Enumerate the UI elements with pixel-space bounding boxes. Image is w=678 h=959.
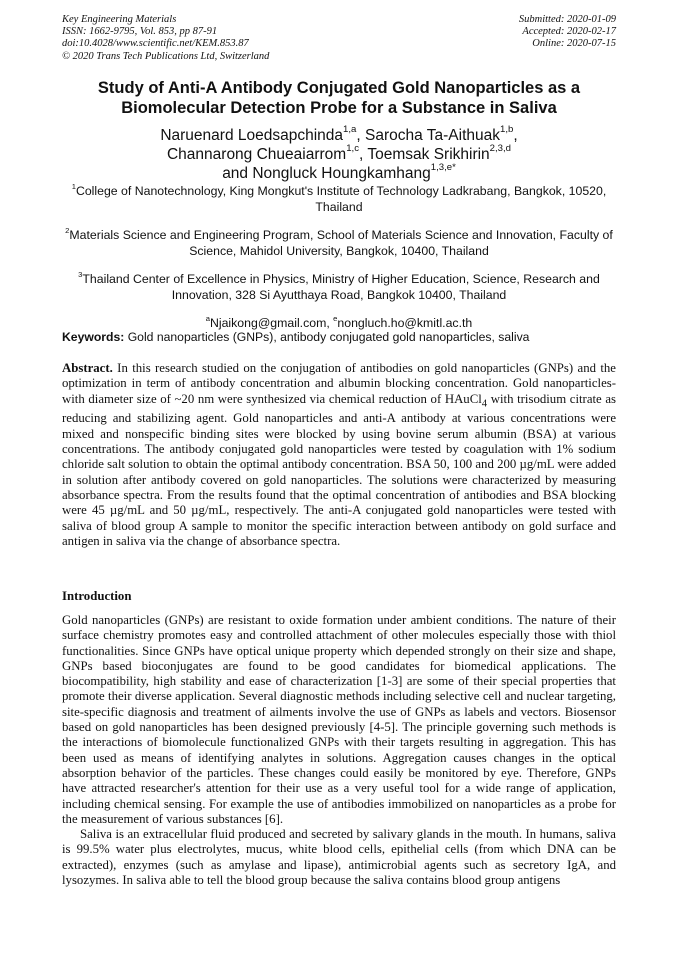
abstract-text-b: with trisodium citrate as reducing and stabilizing agent. Gold nanoparticles and anti-A antibody at various concentrations were mixed and nonspecific binding sites were blocked by using bovine serum albumin (BSA) at various concentrations. The antibody conjugated gold nanoparticles were tested by coagulation with 1% sodium chloride salt solution to obtain the optimal antibody concentration. BSA 50, 100 and 200 µg/mL were added in solution after antibody covered on gold nanoparticles. The solutions were characterized by measuring absorbance spectra. From the results found that the optimal concentration of antibodies and BSA blocking were 45 µg/mL and 50 µg/mL, respectively. The anti-A conjugated gold nanoparticles were tested with saliva of blood group A sample to monitor the specific interaction between antibody on gold surface and antigen in saliva via the change of absorbance spectra.	[62, 391, 616, 548]
online-date: Online: 2020-07-15	[532, 38, 616, 50]
affiliation-text: Thailand Center of Excellence in Physics, Ministry of Higher Education, Science, Research and Innovation, 328 Si Ayutthaya Road, Bangkok 10400, Thailand	[82, 272, 600, 302]
email-e[interactable]: nongluch.ho@kmitl.ac.th	[337, 316, 473, 330]
introduction-body	[62, 613, 616, 888]
journal-info	[62, 14, 269, 63]
paper-title	[62, 78, 616, 118]
author-affil-sup: 1,3,e*	[430, 162, 456, 174]
keywords-label: Keywords:	[62, 330, 125, 344]
journal-name: Key Engineering Materials	[62, 14, 177, 25]
issn-line: ISSN: 1662-9795, Vol. 853, pp 87-91	[62, 26, 218, 38]
author-line-1	[62, 126, 616, 145]
email-sup-a: a	[205, 313, 210, 323]
publication-dates	[519, 14, 616, 51]
affiliation-1	[62, 183, 616, 215]
email-sup-e: e	[333, 313, 338, 323]
author-affil-sup: 1,a	[343, 124, 357, 136]
author-affil-sup: 1,c	[346, 143, 360, 155]
keywords	[62, 329, 616, 345]
affiliation-3	[62, 271, 616, 303]
doi-line[interactable]: doi:10.4028/www.scientific.net/KEM.853.87	[62, 38, 249, 50]
affiliation-text: Materials Science and Engineering Program, School of Materials Science and Innovation, Faculty of Science, Mahidol University, Bangkok, 10400, Thailand	[69, 228, 613, 258]
abstract	[62, 361, 616, 549]
author-affil-sup: 1,b	[500, 124, 514, 136]
author-separator: ,	[513, 127, 518, 144]
affiliation-2	[62, 227, 616, 259]
copyright-line: © 2020 Trans Tech Publications Ltd, Switzerland	[62, 50, 270, 62]
author-affil-sup: 2,3,d	[489, 143, 512, 155]
author-and: and	[222, 165, 253, 182]
author-name: Sarocha Ta-Aithuak	[365, 127, 500, 144]
affiliation-number: 1	[71, 181, 76, 191]
abstract-text-a: In this research studied on the conjugation of antibodies on gold nanoparticles (GNPs) and the optimization in term of antibody concentration and albumin blocking concentration. Gold nanoparticles-with diameter size of ~20 nm were synthesized via chemical reduction of HAuCl	[62, 361, 616, 406]
affiliation-number: 3	[78, 269, 83, 279]
accepted-date: Accepted: 2020-02-17	[522, 26, 616, 38]
abstract-label: Abstract.	[62, 361, 113, 375]
title-line-2: Biomolecular Detection Probe for a Substance in Saliva	[121, 99, 557, 117]
author-line-3	[62, 164, 616, 183]
intro-paragraph-2: Saliva is an extracellular fluid produced and secreted by salivary glands in the mouth. In humans, saliva is 99.5% water plus electrolytes, mucus, white blood cells, epithelial cells (from which DNA can be extracted), enzymes (such as amylase and lipase), antimicrobial agents such as secretory IgA, and lysozymes. In saliva able to tell the blood group because the saliva contains blood group antigens	[62, 827, 616, 888]
author-list	[62, 126, 616, 183]
author-separator: ,	[359, 146, 368, 163]
author-name: Naruenard Loedsapchinda	[160, 127, 344, 144]
keywords-text: Gold nanoparticles (GNPs), antibody conjugated gold nanoparticles, saliva	[124, 330, 530, 344]
abstract-subscript: 4	[481, 398, 488, 410]
affiliations	[62, 183, 616, 331]
author-separator: ,	[356, 127, 365, 144]
email-a[interactable]: Njaikong@gmail.com,	[209, 316, 334, 330]
author-name: Channarong Chueaiarrom	[166, 146, 347, 163]
author-name: Toemsak Srikhirin	[367, 146, 490, 163]
author-line-2	[62, 145, 616, 164]
introduction-heading: Introduction	[62, 589, 132, 603]
submitted-date: Submitted: 2020-01-09	[518, 14, 616, 25]
affiliation-number: 2	[65, 225, 70, 235]
author-name: Nongluck Houngkamhang	[252, 165, 431, 182]
affiliation-text: College of Nanotechnology, King Mongkut's Institute of Technology Ladkrabang, Bangkok, 10520, Thailand	[75, 184, 607, 214]
title-line-1: Study of Anti-A Antibody Conjugated Gold Nanoparticles as a	[97, 79, 581, 97]
intro-paragraph-1: Gold nanoparticles (GNPs) are resistant to oxide formation under ambient conditions. The nature of their surface chemistry promotes easy and controlled attachment of other molecules especially those with thiol functionalities. Since GNPs have optical unique property which depended strongly on their size and shape, GNPs based bioconjugates are found to be good candidates for biomedical applications. The biocompatibility, high stability and ease of characterization [1-3] are some of their special properties that promote their diverse application. Several diagnostic methods including selective cell and nuclear targeting, site-specific diagnosis and treatment of ailments involve the use of GNPs as labels and vectors. Biosensor based on gold nanoparticles has been designed previously [4-5]. The principle governing such methods is the interactions of biomolecule functionalized GNPs with their targets resulting in aggregation. This has been used as means of identifying analytes in solutions. Aggregation causes changes in the optical absorption behavior of the particles. These changes could easily be monitored by eye. Therefore, GNPs have attracted researcher's attention for their use as a very useful tool for a wide range of application, including chemical sensing. For example the use of antibodies immobilized on nanoparticles as a probe for the measurement of various substances [6].	[62, 613, 616, 826]
